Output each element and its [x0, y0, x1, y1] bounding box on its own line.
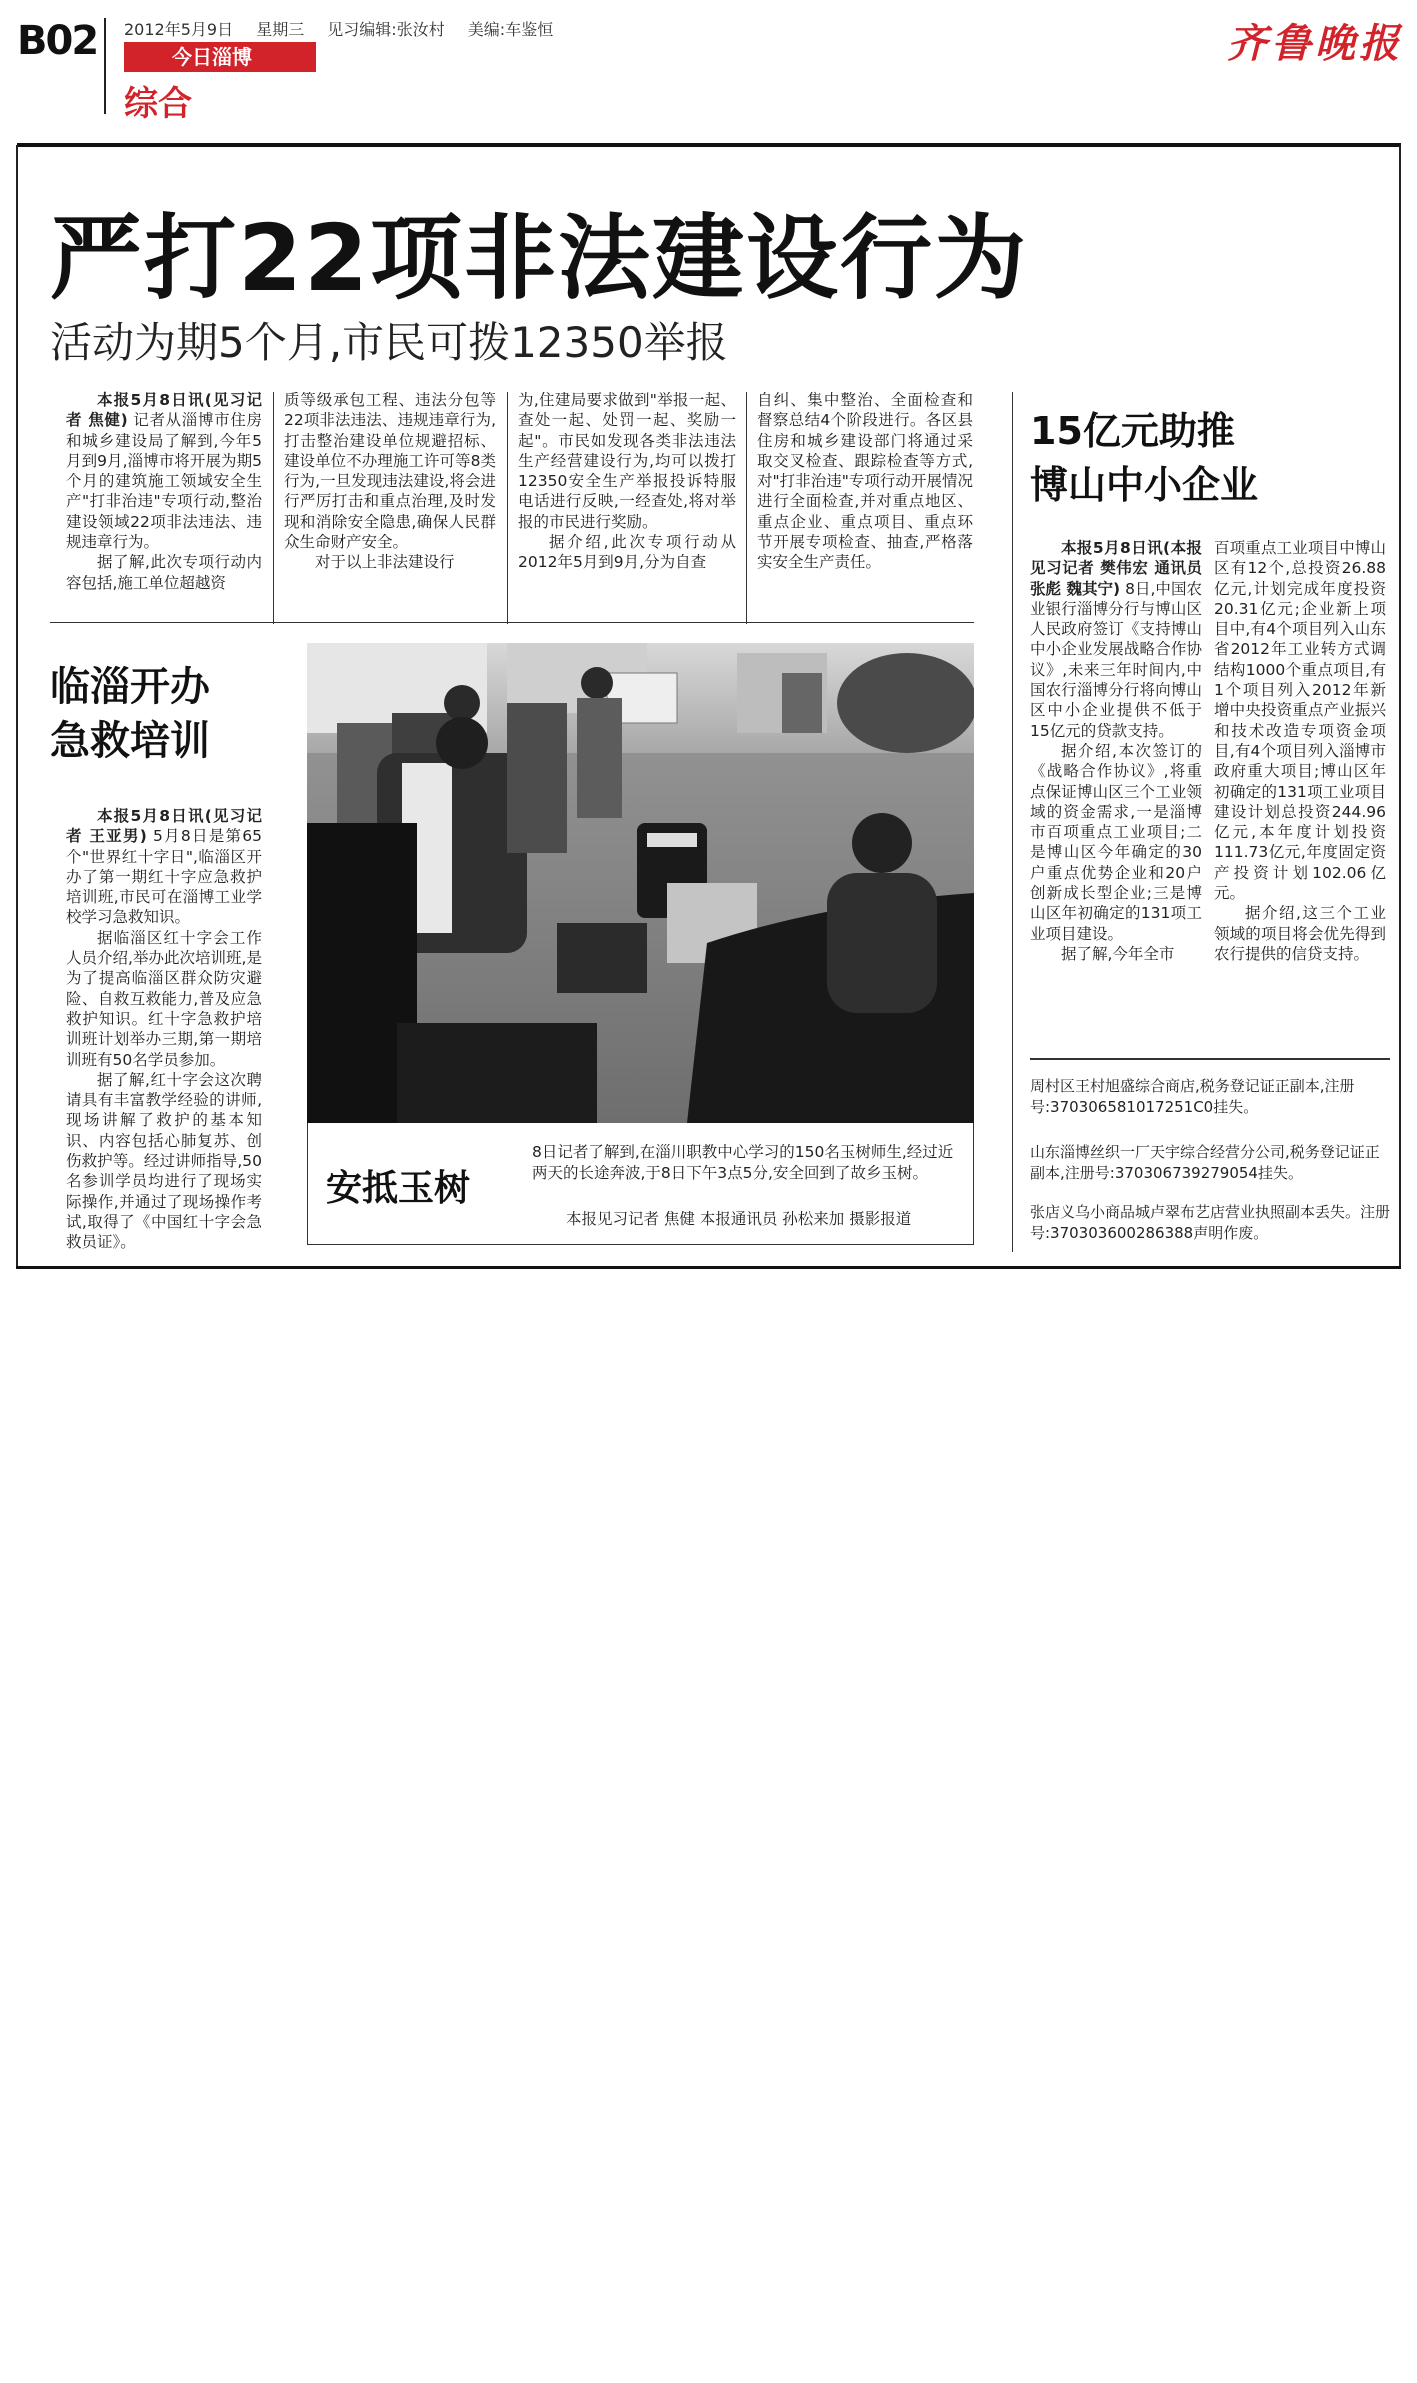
lead-column-4 [757, 390, 973, 573]
section-title: 综合 [124, 84, 192, 124]
lead-col3-p2: 据介绍,此次专项行动从2012年5月到9月,分为自查 [518, 533, 736, 572]
lead-col1-p2: 据了解,此次专项行动内容包括,施工单位超越资 [66, 553, 262, 592]
notices-rule [1030, 1058, 1390, 1060]
story2-headline-line1: 临淄开办 [50, 664, 210, 710]
story3-c1-p1: 8日,中国农业银行淄博分行与博山区人民政府签订《支持博山中小企业发展战略合作协议》,未来三年时间内,中国农行淄博分行将向博山区中小企业提供不低于15亿元的贷款支持。 [1030, 579, 1202, 740]
story3-c1-p3: 据了解,今年全市 [1061, 944, 1175, 963]
masthead-logo: 齐鲁晚报 [1227, 20, 1403, 67]
story2-byline: 本报5月8日讯(见习记者 王亚男) [66, 807, 262, 846]
lead-column-2 [284, 390, 496, 573]
lead-column-3 [518, 390, 736, 573]
column-divider [273, 392, 274, 624]
lead-col2-p1: 质等级承包工程、违法分包等22项非法违法、违规违章行为,打击整治建设单位规避招标、建设单位不办理施工许可等8类行为,一旦发现违法建设,将会进行严厉打击和重点治理,及时发现和消除安全隐患,确保人民群众生命财产安全。 [284, 391, 496, 552]
issue-date: 2012年5月9日 [124, 20, 234, 39]
story2-p3: 据了解,红十字会这次聘请具有丰富教学经验的讲师,现场讲解了救护的基本知识、内容包括心肺复苏、创伤救护等。经过讲师指导,50名参训学员均进行了现场实际操作,并通过了现场操作考试,取得了《中国红十字会急救员证》。 [66, 1070, 262, 1252]
page-number: B02 [17, 18, 98, 64]
story3-column-1 [1030, 538, 1202, 964]
notice-item: 山东淄博丝织一厂天宇综合经营分公司,税务登记证正副本,注册号:370306739279054挂失。 [1030, 1143, 1380, 1182]
story2-headline [50, 660, 210, 768]
lead-bottom-rule [50, 622, 974, 623]
lead-col2-p2: 对于以上非法建设行 [315, 553, 455, 572]
notice-item: 周村区王村旭盛综合商店,税务登记证正副本,注册号:370306581017251C0挂失。 [1030, 1077, 1355, 1116]
editor-credit: 见习编辑:张汝村 [327, 20, 445, 39]
lead-byline: 本报5月8日讯(见习记者 焦健) [66, 391, 262, 430]
story3-headline-line1: 15亿元助推 [1030, 409, 1235, 453]
lead-subheadline: 活动为期5个月,市民可拨12350举报 [50, 318, 728, 367]
story3-headline [1030, 404, 1258, 512]
bottom-rule [16, 1266, 1401, 1269]
section-tab: 今日淄博 [124, 42, 316, 72]
story2-p1: 5月8日是第65个"世界红十字日",临淄区开办了第一期红十字应急救护培训班,市民可在淄博工业学校学习急救知识。 [66, 827, 262, 927]
story3-c1-p2: 据介绍,本次签订的《战略合作协议》,将重点保证博山区三个工业领域的资金需求,一是淄博市百项重点工业项目;二是博山区今年确定的30户重点优势企业和20户创新成长型企业;三是博山区年初确定的131项工业项目建设。 [1030, 741, 1202, 943]
story2-headline-line2: 急救培训 [50, 718, 210, 764]
right-column-divider [1012, 392, 1013, 1252]
column-divider [507, 392, 508, 624]
photo-illustration [307, 643, 974, 1123]
story3-c2-p1: 百项重点工业项目中博山区有12个,总投资26.88亿元,计划完成年度投资20.31亿元;企业新上项目中,有4个项目列入山东省2012年工业转方式调结构1000个重点项目,有1个项目列入2012年新增中央投资重点产业振兴和技术改造专项资金项目,有4个项目列入淄博市政府重大项目;博山区年初确定的131项工业项目建设计划总投资244.96亿元,本年度计划投资111.73亿元,年度固定资产投资计划102.06亿元。 [1214, 539, 1386, 903]
lead-col3-p1: 为,住建局要求做到"举报一起、查处一起、处罚一起、奖励一起"。市民如发现各类非法违法生产经营建设行为,均可以拨打12350安全生产举报投诉特服电话进行反映,一经查处,将对举报的市民进行奖励。 [518, 391, 736, 531]
story3-headline-line2: 博山中小企业 [1030, 463, 1259, 507]
story3-byline: 本报5月8日讯(本报见习记者 樊伟宏 通讯员张彪 魏其宁) [1030, 539, 1202, 598]
photo-title: 安抵玉树 [326, 1168, 471, 1209]
header-meta [124, 17, 571, 40]
story3-column-2 [1214, 538, 1386, 964]
news-photo [307, 643, 974, 1123]
story2-body [66, 806, 262, 1253]
lead-headline: 严打22项非法建设行为 [50, 205, 1029, 312]
lead-column-1 [66, 390, 262, 593]
column-divider [746, 392, 747, 624]
photo-caption: 8日记者了解到,在淄川职教中心学习的150名玉树师生,经过近两天的长途奔波,于8日下午3点5分,安全回到了故乡玉树。 [532, 1143, 954, 1182]
issue-weekday: 星期三 [256, 20, 305, 39]
notice-item: 张店义乌小商品城卢翠布艺店营业执照副本丢失。注册号:370303600286388声明作废。 [1030, 1203, 1391, 1242]
story2-p2: 据临淄区红十字会工作人员介绍,举办此次培训班,是为了提高临淄区群众防灾避险、自救互救能力,普及应急救护知识。红十字急救护培训班计划举办三期,第一期培训班有50名学员参加。 [66, 928, 262, 1069]
lead-col1-p1: 记者从淄博市住房和城乡建设局了解到,今年5月到9月,淄博市将开展为期5个月的建筑施工领域安全生产"打非治违"专项行动,整治建设领域22项非法违法、违规违章行为。 [66, 411, 262, 552]
lead-col4-p1: 自纠、集中整治、全面检查和督察总结4个阶段进行。各区县住房和城乡建设部门将通过采取交叉检查、跟踪检查等方式,对"打非治违"专项行动开展情况进行全面检查,并对重点地区、重点企业、重点项目、重点环节开展专项检查、抽查,严格落实安全生产责任。 [757, 391, 973, 572]
photo-credit: 本报见习记者 焦健 本报通讯员 孙松来加 摄影报道 [566, 1210, 912, 1228]
designer-credit: 美编:车鉴恒 [467, 20, 554, 39]
header-divider [104, 18, 106, 114]
story3-c2-p2: 据介绍,这三个工业领域的项目将会优先得到农行提供的信贷支持。 [1214, 904, 1386, 963]
